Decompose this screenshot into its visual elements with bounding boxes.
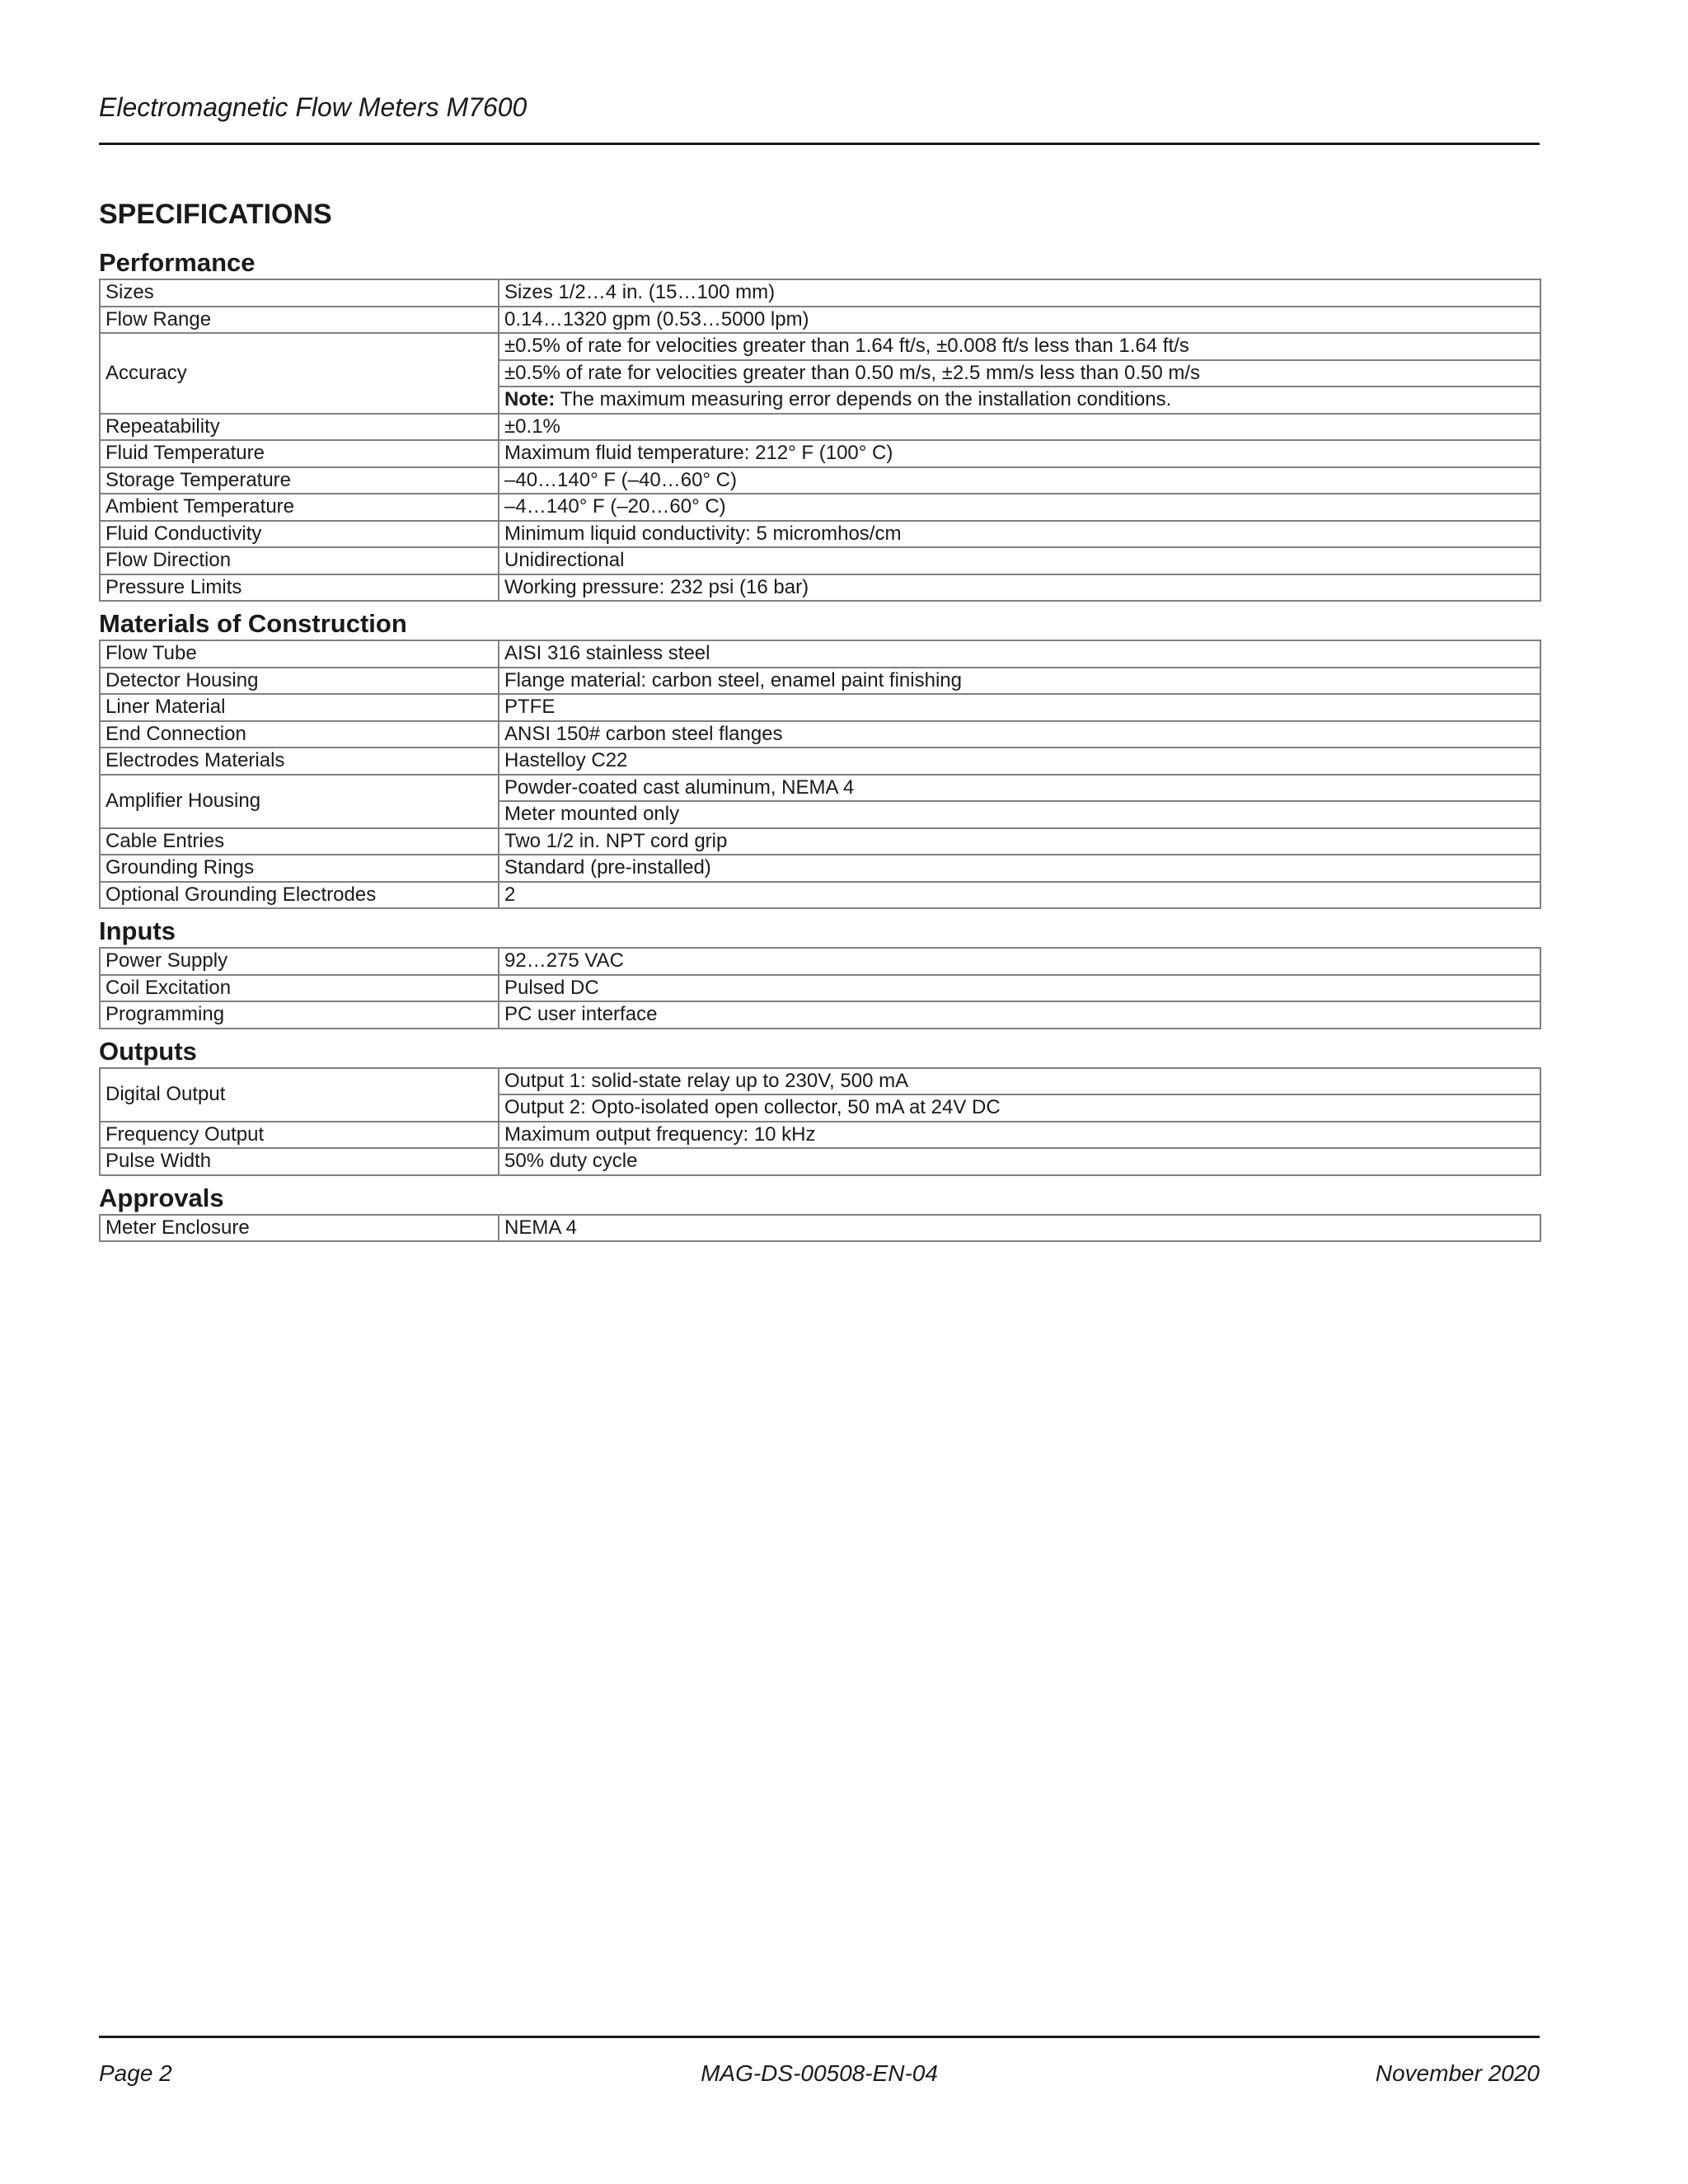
spec-value: Output 2: Opto-isolated open collector, 50 mA at 24V DC <box>499 1094 1540 1122</box>
spec-label: Frequency Output <box>100 1122 499 1149</box>
spec-label: Flow Direction <box>100 547 499 574</box>
table-row <box>100 440 1540 467</box>
spec-value: Standard (pre-installed) <box>499 855 1540 882</box>
spec-value: AISI 316 stainless steel <box>499 640 1540 668</box>
table-row <box>100 948 1540 975</box>
spec-label: Fluid Temperature <box>100 440 499 467</box>
table-row <box>100 975 1540 1002</box>
spec-value: Meter mounted only <box>499 801 1540 828</box>
table-row <box>100 775 1540 802</box>
page-header-title: Electromagnetic Flow Meters M7600 <box>99 92 528 122</box>
table-row <box>100 1122 1540 1149</box>
spec-value: 92…275 VAC <box>499 948 1540 975</box>
table-row <box>100 494 1540 521</box>
table-row <box>100 333 1540 360</box>
spec-value: Powder-coated cast aluminum, NEMA 4 <box>499 775 1540 802</box>
table-row <box>100 694 1540 721</box>
spec-label: End Connection <box>100 721 499 748</box>
table-row <box>100 1001 1540 1029</box>
section-title: Approvals <box>99 1183 224 1212</box>
spec-section <box>99 608 1540 909</box>
spec-value: ±0.5% of rate for velocities greater than 1.64 ft/s, ±0.008 ft/s less than 1.64 ft/s <box>499 333 1540 360</box>
page-footer <box>99 2060 1540 2093</box>
spec-table <box>99 1214 1541 1243</box>
note-label: Note: <box>504 388 556 411</box>
spec-value: Pulsed DC <box>499 975 1540 1002</box>
spec-value: Output 1: solid-state relay up to 230V, 500 mA <box>499 1068 1540 1095</box>
spec-value: –40…140° F (–40…60° C) <box>499 467 1540 494</box>
spec-value: NEMA 4 <box>499 1215 1540 1242</box>
document-date: November 2020 <box>1375 2060 1540 2086</box>
spec-value: 2 <box>499 882 1540 909</box>
spec-value: 0.14…1320 gpm (0.53…5000 lpm) <box>499 307 1540 334</box>
table-row <box>100 1215 1540 1242</box>
spec-label: Fluid Conductivity <box>100 521 499 548</box>
specifications-title: SPECIFICATIONS <box>99 199 332 230</box>
spec-value: 50% duty cycle <box>499 1148 1540 1175</box>
page-number: Page 2 <box>99 2060 172 2086</box>
table-row <box>100 1068 1540 1095</box>
spec-table <box>99 1067 1541 1176</box>
spec-label: Optional Grounding Electrodes <box>100 882 499 909</box>
note-text: The maximum measuring error depends on the installation conditions. <box>555 388 1172 411</box>
section-title: Materials of Construction <box>99 609 407 638</box>
spec-label: Ambient Temperature <box>100 494 499 521</box>
spec-value: ±0.1% <box>499 414 1540 441</box>
spec-value: Maximum fluid temperature: 212° F (100° C) <box>499 440 1540 467</box>
table-row <box>100 307 1540 334</box>
table-row <box>100 748 1540 775</box>
document-code: MAG-DS-00508-EN-04 <box>701 2060 938 2086</box>
spec-value: Two 1/2 in. NPT cord grip <box>499 828 1540 855</box>
spec-label: Electrodes Materials <box>100 748 499 775</box>
header-rule <box>99 143 1540 145</box>
spec-value: ±0.5% of rate for velocities greater than 0.50 m/s, ±2.5 mm/s less than 0.50 m/s <box>499 360 1540 387</box>
spec-table <box>99 947 1541 1029</box>
spec-label: Programming <box>100 1001 499 1029</box>
spec-value: Maximum output frequency: 10 kHz <box>499 1122 1540 1149</box>
section-title: Outputs <box>99 1036 197 1066</box>
spec-label: Liner Material <box>100 694 499 721</box>
spec-section <box>99 916 1540 1029</box>
spec-value: ANSI 150# carbon steel flanges <box>499 721 1540 748</box>
spec-value: Hastelloy C22 <box>499 748 1540 775</box>
table-row <box>100 279 1540 307</box>
section-title: Inputs <box>99 916 176 945</box>
table-row <box>100 467 1540 494</box>
table-row <box>100 640 1540 668</box>
spec-label: Accuracy <box>100 333 499 414</box>
spec-label: Pulse Width <box>100 1148 499 1175</box>
table-row <box>100 668 1540 695</box>
spec-value: Unidirectional <box>499 547 1540 574</box>
spec-label: Grounding Rings <box>100 855 499 882</box>
spec-label: Digital Output <box>100 1068 499 1122</box>
table-row <box>100 855 1540 882</box>
spec-value: Minimum liquid conductivity: 5 micromhos/cm <box>499 521 1540 548</box>
spec-label: Coil Excitation <box>100 975 499 1002</box>
spec-section <box>99 247 1540 602</box>
spec-section <box>99 1036 1540 1176</box>
spec-value: Flange material: carbon steel, enamel paint finishing <box>499 668 1540 695</box>
spec-label: Pressure Limits <box>100 574 499 602</box>
spec-table <box>99 279 1541 602</box>
table-row <box>100 547 1540 574</box>
table-row <box>100 828 1540 855</box>
spec-label: Amplifier Housing <box>100 775 499 828</box>
table-row <box>100 574 1540 602</box>
spec-value: Sizes 1/2…4 in. (15…100 mm) <box>499 279 1540 307</box>
table-row <box>100 521 1540 548</box>
footer-rule <box>99 2036 1540 2038</box>
spec-section <box>99 1183 1540 1243</box>
spec-label: Sizes <box>100 279 499 307</box>
spec-value: PTFE <box>499 694 1540 721</box>
specifications-content <box>99 196 1540 1249</box>
spec-value: Working pressure: 232 psi (16 bar) <box>499 574 1540 602</box>
spec-value: PC user interface <box>499 1001 1540 1029</box>
spec-note <box>499 387 1540 414</box>
table-row <box>100 1148 1540 1175</box>
table-row <box>100 882 1540 909</box>
spec-label: Meter Enclosure <box>100 1215 499 1242</box>
spec-label: Storage Temperature <box>100 467 499 494</box>
table-row <box>100 721 1540 748</box>
table-row <box>100 414 1540 441</box>
spec-label: Detector Housing <box>100 668 499 695</box>
section-title: Performance <box>99 248 256 277</box>
spec-sections <box>99 247 1540 1242</box>
spec-label: Flow Tube <box>100 640 499 668</box>
spec-label: Flow Range <box>100 307 499 334</box>
spec-table <box>99 640 1541 909</box>
spec-label: Cable Entries <box>100 828 499 855</box>
spec-value: –4…140° F (–20…60° C) <box>499 494 1540 521</box>
spec-label: Repeatability <box>100 414 499 441</box>
spec-label: Power Supply <box>100 948 499 975</box>
